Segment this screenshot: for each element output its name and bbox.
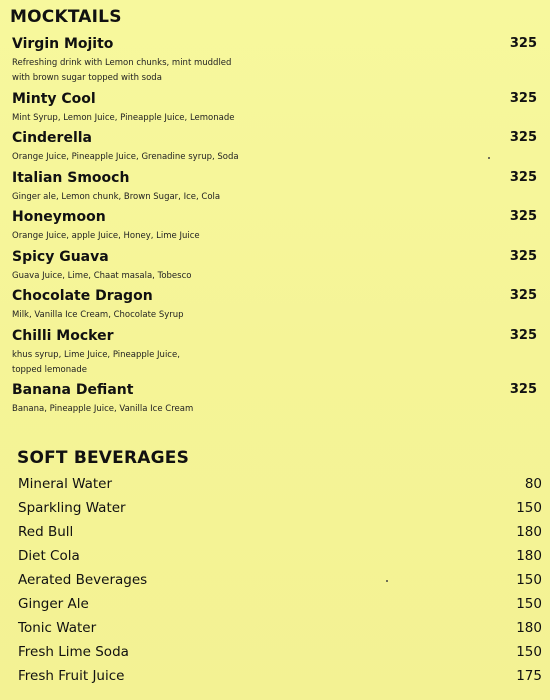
menu-item [12,328,542,378]
print-speck [386,580,388,582]
item-price: 325 [509,91,537,106]
item-description: khus syrup, Lime Juice, Pineapple Juice, topped lemonade [12,350,180,375]
menu-item [12,130,542,165]
beverage-price: 180 [516,620,542,636]
beverage-price: 150 [516,500,542,516]
beverage-price: 180 [516,548,542,564]
beverage-row [18,572,542,588]
beverage-price: 150 [516,644,542,660]
item-name: Honeymoon [12,209,106,225]
beverage-row [18,644,542,660]
menu-item [12,382,542,417]
beverage-price: 150 [516,596,542,612]
beverage-name: Diet Cola [18,548,80,564]
item-price: 325 [509,170,537,185]
item-price: 325 [509,36,537,51]
item-name: Chilli Mocker [12,328,114,344]
item-price: 325 [509,249,537,264]
beverage-name: Aerated Beverages [18,572,148,588]
item-description: Mint Syrup, Lemon Juice, Pineapple Juice, Lemonade [12,113,235,123]
item-name: Minty Cool [12,91,96,107]
beverage-row [18,524,542,540]
beverage-price: 180 [516,524,542,540]
menu-item [12,36,542,86]
beverage-name: Tonic Water [18,620,97,636]
item-price: 325 [509,328,537,343]
beverage-row [18,596,542,612]
beverage-price: 175 [516,668,542,684]
item-description: Orange Juice, apple Juice, Honey, Lime Juice [12,231,200,241]
item-price: 325 [509,130,537,145]
beverage-row [18,668,542,684]
beverage-name: Fresh Lime Soda [18,644,129,660]
item-price: 325 [509,382,537,397]
item-description: Orange Juice, Pineapple Juice, Grenadine syrup, Soda [12,152,239,162]
item-name: Spicy Guava [12,249,109,265]
item-description: Milk, Vanilla Ice Cream, Chocolate Syrup [12,310,184,320]
beverage-name: Fresh Fruit Juice [18,668,125,684]
item-description: Guava Juice, Lime, Chaat masala, Tobesco [12,271,192,281]
beverage-price: 150 [516,572,542,588]
soft-beverages-section-title: SOFT BEVERAGES [17,448,190,468]
menu-item [12,209,542,244]
item-name: Chocolate Dragon [12,288,153,304]
mocktails-section-title: MOCKTAILS [10,7,122,27]
beverage-row [18,548,542,564]
beverage-name: Ginger Ale [18,596,89,612]
item-description: Refreshing drink with Lemon chunks, mint muddled with brown sugar topped with soda [12,58,232,83]
menu-item [12,288,542,323]
item-name: Cinderella [12,130,93,146]
item-price: 325 [509,288,537,303]
beverage-row [18,500,542,516]
menu-item [12,249,542,284]
item-name: Virgin Mojito [12,36,114,52]
item-price: 325 [509,209,537,224]
beverage-name: Red Bull [18,524,74,540]
beverage-price: 80 [524,476,542,492]
item-name: Banana Defiant [12,382,134,398]
item-description: Banana, Pineapple Juice, Vanilla Ice Cream [12,404,194,414]
item-name: Italian Smooch [12,170,130,186]
menu-item [12,91,542,126]
item-description: Ginger ale, Lemon chunk, Brown Sugar, Ice, Cola [12,192,221,202]
print-speck [488,157,490,159]
beverage-row [18,476,542,492]
menu-item [12,170,542,205]
beverage-name: Sparkling Water [18,500,126,516]
beverage-row [18,620,542,636]
beverage-name: Mineral Water [18,476,113,492]
